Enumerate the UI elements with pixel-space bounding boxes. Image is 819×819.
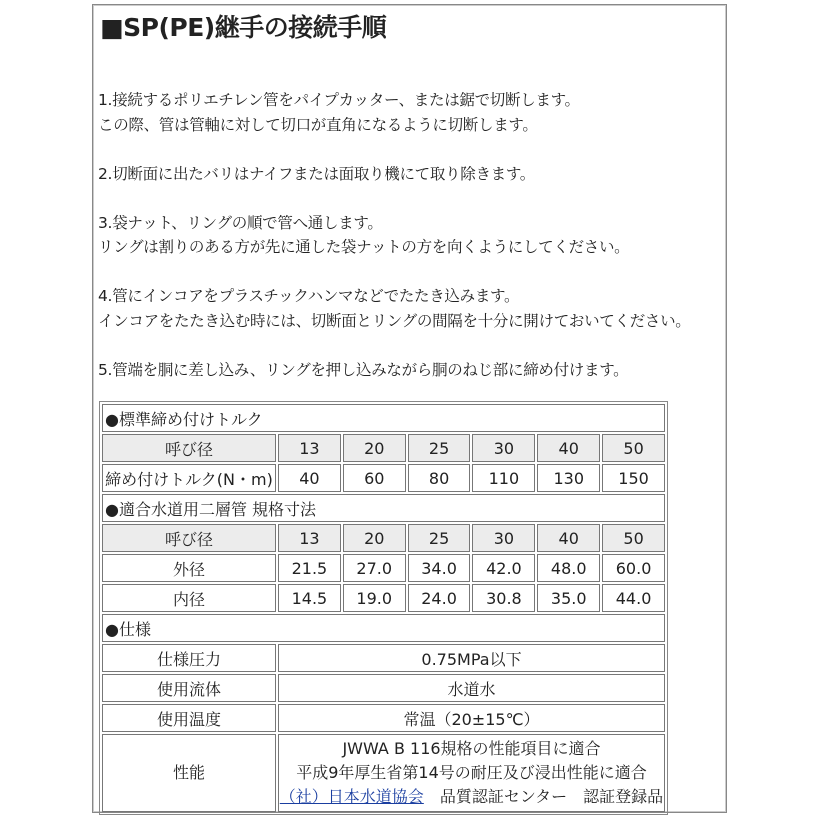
perf-line: JWWA B 116規格の性能項目に適合 (342, 739, 601, 758)
cell: 内径 (102, 584, 276, 612)
table-row (102, 704, 665, 732)
cell (278, 734, 665, 812)
cell: 30 (472, 434, 535, 462)
cell: 35.0 (537, 584, 600, 612)
cell: 使用温度 (102, 704, 276, 732)
cell: 34.0 (408, 554, 471, 582)
cell: 常温（20±15℃） (278, 704, 665, 732)
cell: 13 (278, 434, 341, 462)
cell: 21.5 (278, 554, 341, 582)
table-row (102, 734, 665, 812)
cell: 25 (408, 524, 471, 552)
perf-line: 平成9年厚生省第14号の耐圧及び浸出性能に適合 (296, 763, 647, 782)
perf-tail: 品質認証センター 認証登録品 (423, 787, 664, 806)
cell: 44.0 (602, 584, 665, 612)
cell: 60 (343, 464, 406, 492)
table-row (102, 524, 665, 552)
cell: 13 (278, 524, 341, 552)
table-row (102, 644, 665, 672)
section-torque: ●標準締め付けトルク (102, 404, 665, 432)
procedure-steps: 1.接続するポリエチレン管をパイプカッター、または鋸で切断します。 この際、管は管軸に対して切口が直角になるように切断します。 2.切断面に出たバリはナイフまたは面取り機にて取り除きます。 3.袋ナット、リングの順で管へ通します。 リングは割りのある方が先に通した袋ナットの方を向くようにしてください。 4.管にインコアをプラスチックハンマなどでたたき込みます。 インコアをたたき込む時には、切断面とリングの間隔を十分に開けておいてください。 5.管端を胴に差し込み、リングを押し込みながら胴のねじ部に締め付けます。 (98, 91, 691, 379)
cell: 50 (602, 524, 665, 552)
cell: 水道水 (278, 674, 665, 702)
cell: 40 (537, 434, 600, 462)
table-row (102, 434, 665, 462)
section-spec: ●仕様 (102, 614, 665, 642)
cell: 仕様圧力 (102, 644, 276, 672)
jwwa-link[interactable]: （社）日本水道協会 (279, 787, 424, 806)
section-dims: ●適合水道用二層管 規格寸法 (102, 494, 665, 522)
cell: 0.75MPa以下 (278, 644, 665, 672)
cell: 25 (408, 434, 471, 462)
cell: 締め付けトルク(N・m) (102, 464, 276, 492)
cell: 14.5 (278, 584, 341, 612)
table-row (102, 464, 665, 492)
cell: 60.0 (602, 554, 665, 582)
cell: 外径 (102, 554, 276, 582)
table-row (102, 674, 665, 702)
table-row (102, 554, 665, 582)
cell: 40 (278, 464, 341, 492)
cell: 27.0 (343, 554, 406, 582)
cell: 50 (602, 434, 665, 462)
cell: 24.0 (408, 584, 471, 612)
cell: 42.0 (472, 554, 535, 582)
page-title: ■SP(PE)継手の接続手順 (100, 13, 387, 42)
spec-table (99, 401, 668, 815)
table-row (102, 584, 665, 612)
cell: 呼び径 (102, 434, 276, 462)
cell: 48.0 (537, 554, 600, 582)
cell: 30 (472, 524, 535, 552)
cell: 呼び径 (102, 524, 276, 552)
cell: 20 (343, 434, 406, 462)
cell: 40 (537, 524, 600, 552)
cell: 20 (343, 524, 406, 552)
cell: 130 (537, 464, 600, 492)
cell: 性能 (102, 734, 276, 812)
cell: 使用流体 (102, 674, 276, 702)
cell: 30.8 (472, 584, 535, 612)
cell: 150 (602, 464, 665, 492)
cell: 19.0 (343, 584, 406, 612)
cell: 80 (408, 464, 471, 492)
cell: 110 (472, 464, 535, 492)
